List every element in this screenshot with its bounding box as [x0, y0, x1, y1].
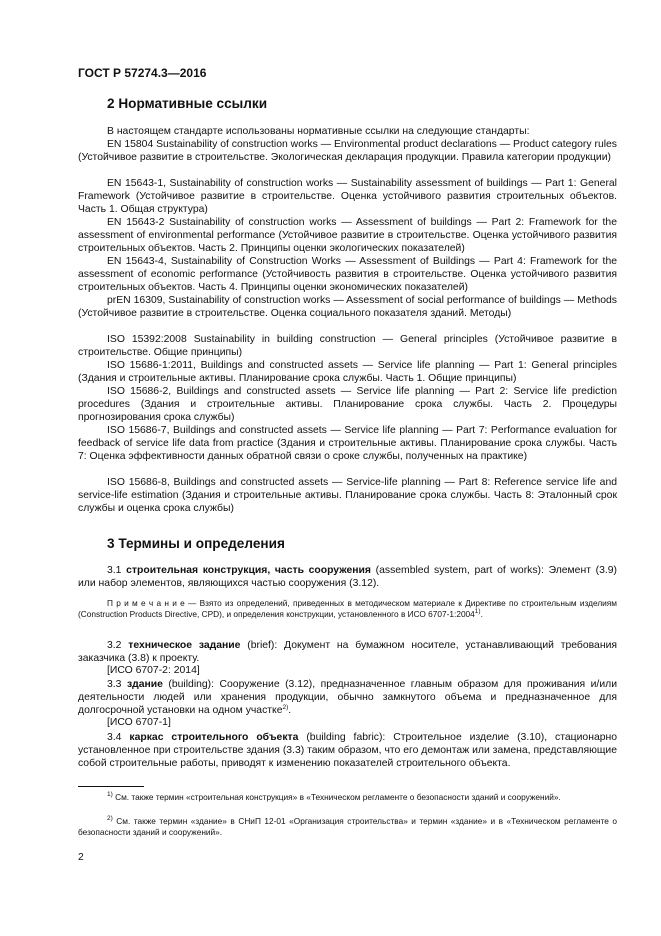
term-number: 3.1 [107, 565, 122, 576]
term-name: каркас строительного объекта [129, 732, 299, 743]
footnote-ref: 1) [474, 608, 481, 615]
section-3-heading: 3 Термины и определения [107, 536, 285, 551]
reference-item: ISO 15686-7, Buildings and constructed assets — Service life planning — Part 7: Performance evaluation for feedback of service life data from practice (Здания и строительные активы. Планирование срока службы. Часть 7: Оценка эффективности данных обратной связи о сроке службы, полученных на практике) [78, 425, 617, 463]
term-3-2 [78, 639, 617, 665]
section-2-intro: В настоящем стандарте использованы нормативные ссылки на следующие стандарты: [107, 126, 530, 137]
term-number: 3.2 [107, 640, 122, 651]
note-text: Взято из определений, приведенных в методическом материале к Директиве по строительным изделиям (Construction Products Directive, CPD), и определения конструкции, установленного в ИСО 6707-1:2004 [78, 598, 617, 619]
reference-item: ISO 15686-8, Buildings and constructed assets — Service-life planning — Part 8: Reference service life and service-life estimation (Здания и строительные активы. Планирование срока службы. Часть 8: Эталонный срок службы и оценка срока службы) [78, 477, 617, 515]
reference-item: EN 15804 Sustainability of construction works — Environmental product declarations — Product category rules (Устойчивое развитие в строительстве. Экологическая декларация продукции. Правила категории продукции) [78, 139, 617, 164]
note-label: П р и м е ч а н и е — [107, 598, 200, 608]
footnote-ref: 2) [282, 704, 289, 712]
term-definition: (brief): Документ на бумажном носителе, устанавливающий требования заказчика (3.8) к проекту. [78, 640, 617, 665]
footnote [78, 792, 617, 803]
reference-item: EN 15643-1, Sustainability of construction works — Sustainability assessment of buildings — Part 1: General Framework (Устойчивое развитие в строительстве. Оценка устойчивого развития строительных объектов. Часть 1. Общая структура) [78, 178, 617, 216]
reference-item: EN 15643-2 Sustainability of construction works — Assessment of buildings — Part 2: Framework for the assessment of environmental performance (Устойчивое развитие в строительстве. Оценка устойчивого развития строительных объектов. Часть 2. Принципы оценки экологических показателей) [78, 217, 617, 255]
reference-item: ISO 15392:2008 Sustainability in building construction — General principles (Устойчивое развитие в строительстве. Общие принципы) [78, 334, 617, 359]
term-name: техническое задание [128, 640, 241, 651]
section-2-heading: 2 Нормативные ссылки [107, 96, 268, 111]
footnote-text: См. также термин «здание» в СНиП 12-01 «Организация строительства» и термин «здание» и в «Техническом регламенте о безопасности зданий и сооружений». [78, 816, 618, 837]
term-3-4 [78, 731, 617, 770]
term-definition: (building fabric): Строительное изделие (3.10), стационарно установленное при строительстве здания (3.3) таким образом, что его демонтаж или замена, представляющие собой строительные работы, приводят к изменению показателей строительного объекта. [78, 732, 618, 770]
reference-item: prEN 16309, Sustainability of construction works — Assessment of social performance of buildings — Methods (Устойчивое развитие в строительстве. Оценка социального показателя зданий. Методы) [78, 295, 617, 320]
page-number: 2 [78, 852, 84, 863]
term-source: [ИСО 6707-1] [107, 717, 171, 728]
footnote [78, 816, 617, 838]
term-name: здание [126, 679, 163, 690]
term-source: [ИСО 6707-2: 2014] [107, 665, 200, 676]
document-header: ГОСТ Р 57274.3—2016 [78, 66, 207, 80]
term-number: 3.4 [107, 732, 122, 743]
term-note: П р и м е ч а н и е — Взято из определений, приведенных в методическом материале к Директиве по строительным изделиям (Construction Products Directive, CPD), и определения конструкции, установленного в ИСО 6707-1:2004$^{1)}$. [78, 598, 617, 619]
term-3-3: 3.3 здание (building): Сооружение (3.12), предназначенное главным образом для проживания и/или деятельности людей или хранения продукции, обычно замкнутого объема и предназначенное для долгосрочной установки на одном участке$^{2)}$. [78, 679, 617, 717]
reference-item: EN 15643-4, Sustainability of Construction Works — Assessment of Buildings — Part 4: Framework for the assessment of economic performance (Устойчивость развития в строительстве. Оценка устойчивого развития строительных объектов. Часть 4. Принципы оценки экономических показателей) [78, 256, 617, 294]
reference-item: ISO 15686-1:2011, Buildings and constructed assets — Service life planning — Part 1: General principles (Здания и строительные активы. Планирование срока службы. Часть 1. Общие принципы) [78, 360, 617, 385]
footnote-separator [78, 786, 144, 787]
term-3-1 [78, 564, 617, 590]
term-name: строительная конструкция, часть сооружения [126, 565, 371, 576]
footnote-mark: 2) [107, 815, 113, 822]
footnote-text: См. также термин «строительная конструкция» в «Техническом регламенте о безопасности зданий и сооружений». [115, 792, 561, 802]
footnote-mark: 1) [107, 791, 113, 798]
term-definition: (assembled system, part of works): Элемент (3.9) или набор элементов, являющихся частью сооружения (3.12). [78, 565, 618, 590]
term-number: 3.3 [107, 679, 122, 690]
term-definition: (building): Сооружение (3.12), предназначенное главным образом для проживания и/или деятельности людей или хранения продукции, обычно замкнутого объема и предназначенное для долгосрочной установки на одном участке [78, 679, 617, 717]
reference-item: ISO 15686-2, Buildings and constructed assets — Service life planning — Part 2: Service life prediction procedures (Здания и строительные активы. Планирование срока службы. Часть 2. Процедуры прогнозирования срока службы) [78, 386, 617, 424]
